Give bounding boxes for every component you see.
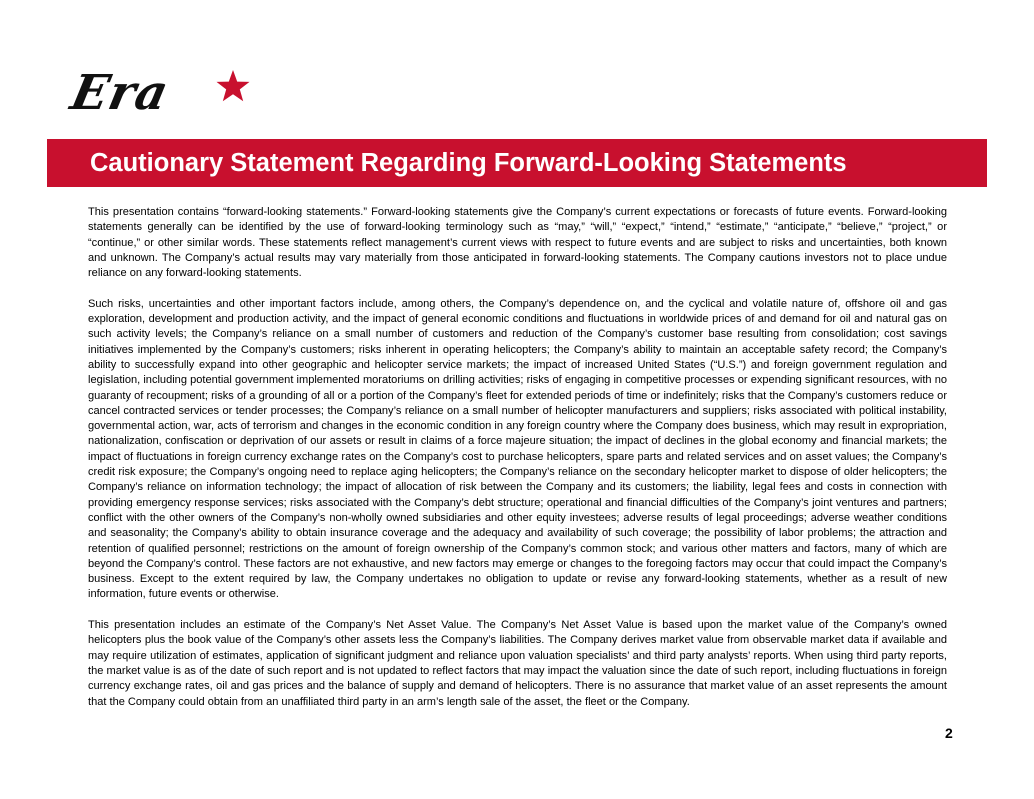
title-bar	[47, 139, 987, 187]
statement-body	[88, 205, 947, 725]
era-logo	[66, 65, 252, 121]
star-icon	[215, 69, 251, 105]
page-title: Cautionary Statement Regarding Forward-Looking Statements	[90, 149, 847, 177]
paragraph-forward-looking: This presentation contains “forward-looking statements.” Forward-looking statements give the Company’s current expectations or forecasts of future events. Forward-looking statements generally can be identified by the use of forward-looking terminology such as “may,” “will,” “expect,” “intend,” “estimate,” “anticipate,” “believe,” “project,” or “continue,” or other similar words. These statements reflect management’s current views with respect to future events and are subject to risks and uncertainties, both known and unknown. The Company’s actual results may vary materially from those anticipated in forward-looking statements. The Company cautions investors not to place undue reliance on any forward-looking statements.	[88, 206, 947, 280]
logo-wordmark: Era	[66, 65, 174, 121]
paragraph-risk-factors: Such risks, uncertainties and other important factors include, among others, the Company’s dependence on, and the cyclical and volatile nature of, offshore oil and gas exploration, development and production activity, and the impact of general economic conditions and fluctuations in worldwide prices of and demand for oil and natural gas on such activity levels; the Company’s reliance on a small number of customers and reduction of the Company’s customer base resulting from consolidation; cost savings initiatives implemented by the Company’s customers; risks inherent in operating helicopters; the Company’s ability to maintain an acceptable safety record; the Company’s ability to successfully expand into other geographic and helicopter service markets; the impact of increased United States (“U.S.”) and foreign government regulation and legislation, including potential government implemented moratoriums on drilling activities; risks of engaging in competitive processes or expending significant resources, with no guaranty of recoupment; risks of a grounding of all or a portion of the Company’s fleet for extended periods of time or indefinitely; risks that the Company’s customers reduce or cancel contracted services or tender processes; the Company’s reliance on a small number of helicopter manufacturers and suppliers; risks associated with political instability, governmental action, war, acts of terrorism and changes in the economic condition in any foreign country where the Company does business, which may result in expropriation, nationalization, confiscation or deprivation of our assets or result in claims of a force majeure situation; the impact of declines in the global economy and financial markets; the impact of fluctuations in foreign currency exchange rates on the Company’s cost to purchase helicopters, spare parts and related services and on asset values; the Company’s credit risk exposure; the Company’s ongoing need to replace aging helicopters; the Company’s reliance on the secondary helicopter market to dispose of older helicopters; the Company’s reliance on information technology; the impact of allocation of risk between the Company and its customers; the liability, legal fees and costs in connection with providing emergency response services; risks associated with the Company’s debt structure; operational and financial difficulties of the Company’s joint ventures and partners; conflict with the other owners of the Company’s non-wholly owned subsidiaries and other equity investees; adverse results of legal proceedings; adverse weather conditions and seasonality; the Company’s ability to obtain insurance coverage and the adequacy and availability of such coverage; the possibility of labor problems; the attraction and retention of qualified personnel; restrictions on the amount of foreign ownership of the Company’s common stock; and various other matters and factors, many of which are beyond the Company’s control. These factors are not exhaustive, and new factors may emerge or changes to the foregoing factors may occur that could impact the Company’s business. Except to the extent required by law, the Company undertakes no obligation to update or revise any forward-looking statements, whether as a result of new information, future events or otherwise.	[88, 297, 947, 601]
paragraph-net-asset-value: This presentation includes an estimate of the Company’s Net Asset Value. The Company’s Net Asset Value is based upon the market value of the Company’s owned helicopters plus the book value of the Company’s other assets less the Company’s liabilities. The Company derives market value from observable market data if available and may require utilization of estimates, application of significant judgment and reliance upon valuation specialists’ and third party analysts’ reports. When using third party reports, the market value is as of the date of such report and is not updated to reflect factors that may impact the valuation since the date of such report, including fluctuations in foreign currency exchange rates, oil and gas prices and the balance of supply and demand of helicopters. There is no assurance that market value of an asset represents the amount that the Company could obtain from an unaffiliated third party in an arm’s length sale of the asset, the fleet or the Company.	[88, 619, 947, 708]
page-number: 2	[945, 725, 953, 741]
